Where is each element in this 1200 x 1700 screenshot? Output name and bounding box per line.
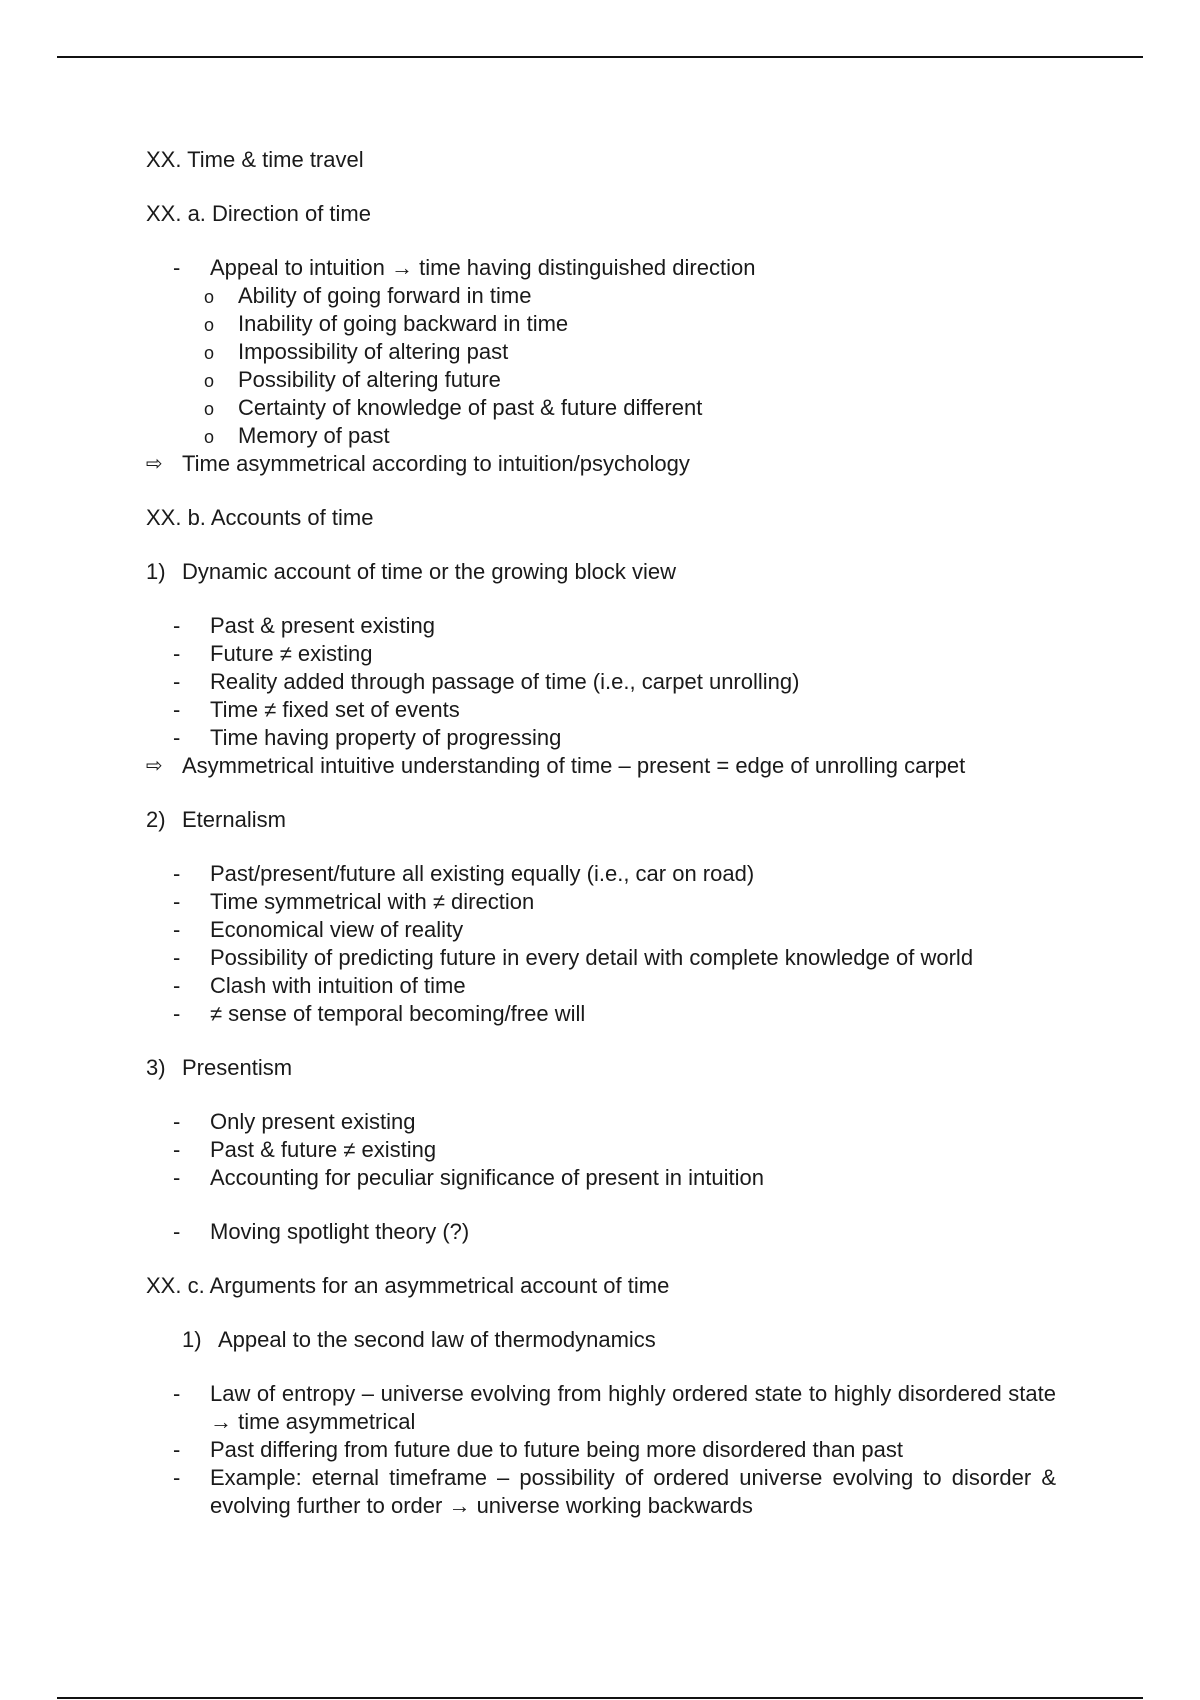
list-item-text: Reality added through passage of time (i.e., carpet unrolling) [210,669,800,694]
list-item-text: Accounting for peculiar significance of present in intuition [210,1165,764,1190]
account-1-title [146,558,1056,586]
dash-bullet: - [173,1165,181,1190]
arrow-bullet-icon: ⇨ [146,755,163,777]
list-item-text: Future ≠ existing [210,641,373,666]
argument-1-list [146,1380,1056,1520]
argument-title-text: Appeal to the second law of thermodynamics [218,1327,656,1352]
conclusion-text: Asymmetrical intuitive understanding of time – present = edge of unrolling carpet [182,753,966,778]
list-item-text: ≠ sense of temporal becoming/free will [210,1001,586,1026]
dash-bullet: - [173,1109,181,1134]
list-item-text: Possibility of predicting future in every detail with complete knowledge of world [210,945,974,970]
bottom-rule [57,1697,1143,1699]
account-1-conclusion [146,752,1056,780]
dash-bullet: - [173,1219,181,1244]
list-item [146,944,1056,972]
dash-bullet: - [173,1381,181,1406]
list-item-text: Memory of past [238,423,390,448]
circle-bullet: o [204,343,215,363]
circle-bullet: o [204,287,215,307]
list-item [146,640,1056,668]
list-item-text: Time having property of progressing [210,725,562,750]
part-a-heading: XX. a. Direction of time [146,201,371,226]
dash-bullet: - [173,1437,181,1462]
dash-bullet: - [173,725,181,750]
circle-bullet: o [204,371,215,391]
list-item [146,696,1056,724]
list-item [146,612,1056,640]
list-item [146,724,1056,752]
list-item [146,1136,1056,1164]
list-item-text: Past differing from future due to future being more disordered than past [210,1437,903,1462]
list-item [146,1000,1056,1028]
dash-bullet: - [173,973,181,998]
part-b-heading: XX. b. Accounts of time [146,505,374,530]
dash-bullet: - [173,1137,181,1162]
account-title-text: Eternalism [182,807,286,832]
list-item [146,1164,1056,1192]
part-c-heading: XX. c. Arguments for an asymmetrical account of time [146,1273,670,1298]
list-item-text: Economical view of reality [210,917,464,942]
account-3-extra-list [146,1218,1056,1246]
list-item [146,668,1056,696]
conclusion-text: Time asymmetrical according to intuition/psychology [182,451,690,476]
list-item-text: Moving spotlight theory (?) [210,1219,470,1244]
list-item [146,338,1056,366]
account-number: 3) [146,1055,166,1080]
dash-bullet: - [173,697,181,722]
arrow-bullet-icon: ⇨ [146,453,163,475]
list-item-text: Law of entropy – universe evolving from highly ordered state to highly disordered state → time asymmetrical [210,1381,1056,1434]
list-item-text: Clash with intuition of time [210,973,466,998]
dash-bullet: - [173,613,181,638]
dash-bullet: - [173,1001,181,1026]
list-item [146,282,1056,310]
list-item-text: Inability of going backward in time [238,311,569,336]
list-item [146,888,1056,916]
list-item-text: Certainty of knowledge of past & future different [238,395,703,420]
list-item-text: Time symmetrical with ≠ direction [210,889,535,914]
dash-bullet: - [173,669,181,694]
dash-bullet: - [173,255,181,280]
circle-bullet: o [204,399,215,419]
argument-1-title [182,1326,1056,1354]
list-item [146,254,1056,282]
account-2-title [146,806,1056,834]
top-rule [57,56,1143,58]
section-title: XX. Time & time travel [146,147,364,172]
list-item [146,916,1056,944]
list-item-text: Past & future ≠ existing [210,1137,437,1162]
list-item-text: Possibility of altering future [238,367,501,392]
list-item [146,860,1056,888]
dash-bullet: - [173,641,181,666]
list-item-text: Past/present/future all existing equally (i.e., car on road) [210,861,755,886]
dash-bullet: - [173,1465,181,1490]
list-item [146,422,1056,450]
circle-bullet: o [204,315,215,335]
dash-bullet: - [173,861,181,886]
list-item [146,366,1056,394]
account-number: 1) [146,559,166,584]
list-item-text: Ability of going forward in time [238,283,532,308]
dash-bullet: - [173,889,181,914]
account-number: 2) [146,807,166,832]
dash-bullet: - [173,917,181,942]
list-item-text: Time ≠ fixed set of events [210,697,460,722]
account-title-text: Dynamic account of time or the growing block view [182,559,676,584]
list-item-text: Only present existing [210,1109,416,1134]
list-item [146,1218,1056,1246]
account-3-list [146,1108,1056,1192]
list-item [146,1464,1056,1520]
list-item-text: Example: eternal timeframe – possibility of ordered universe evolving to disorder & evolving further to order → universe working backwards [210,1465,1056,1518]
account-3-title [146,1054,1056,1082]
list-item-text: Past & present existing [210,613,436,638]
part-a-list [146,254,1056,282]
account-1-list [146,612,1056,752]
dash-bullet: - [173,945,181,970]
part-a-sublist [146,282,1056,450]
part-a-conclusion [146,450,1056,478]
circle-bullet: o [204,427,215,447]
list-item [146,1436,1056,1464]
account-title-text: Presentism [182,1055,293,1080]
account-2-list [146,860,1056,1028]
argument-number: 1) [182,1327,202,1352]
list-item [146,972,1056,1000]
list-item-text: Impossibility of altering past [238,339,509,364]
list-item [146,1108,1056,1136]
list-item-text: Appeal to intuition → time having distinguished direction [210,255,756,280]
list-item [146,1380,1056,1436]
list-item [146,394,1056,422]
list-item [146,310,1056,338]
document-body [146,146,1056,1520]
